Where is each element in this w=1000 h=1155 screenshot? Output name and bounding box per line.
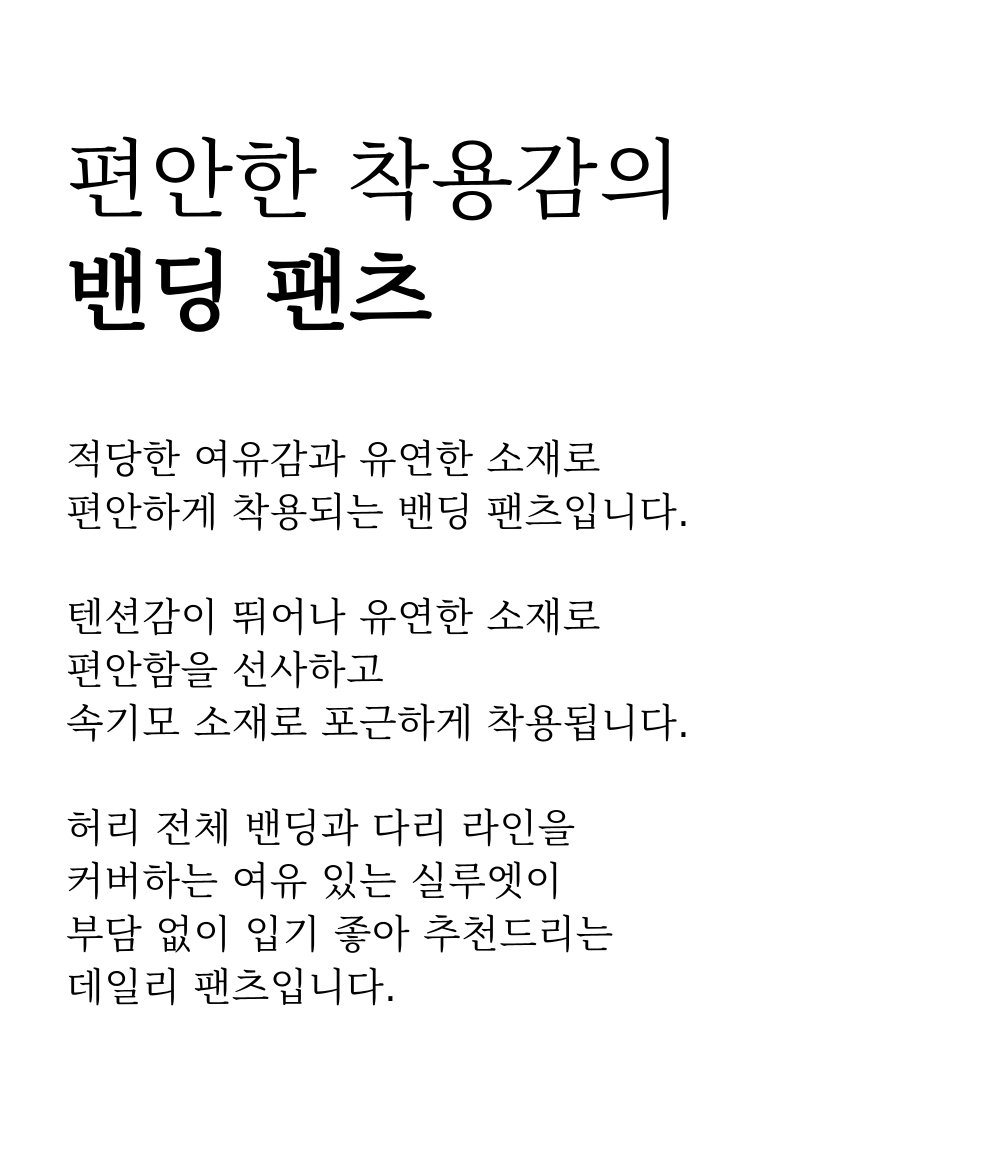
- paragraph-1-line-1: 적당한 여유감과 유연한 소재로: [66, 438, 601, 483]
- paragraph-1-line-2: 편안하게 착용되는 밴딩 팬츠입니다.: [66, 491, 691, 536]
- headline-line-2: 밴딩 팬츠: [66, 242, 434, 343]
- paragraph-3-line-2: 커버하는 여유 있는 실루엣이: [66, 860, 563, 905]
- description-paragraph-2: [66, 592, 940, 751]
- paragraph-3-line-3: 부담 없이 입기 좋아 추천드리는: [66, 913, 614, 958]
- paragraph-3-line-4: 데일리 팬츠입니다.: [66, 966, 398, 1011]
- paragraph-2-line-3: 속기모 소재로 포근하게 착용됩니다.: [66, 702, 691, 747]
- paragraph-3-line-1: 허리 전체 밴딩과 다리 라인을: [66, 807, 576, 852]
- description-paragraph-1: [66, 434, 940, 540]
- product-description-text: [66, 434, 940, 1015]
- paragraph-2-line-2: 편안함을 선사하고: [66, 649, 385, 694]
- product-headline: [66, 125, 940, 349]
- description-paragraph-3: [66, 803, 940, 1015]
- headline-line-1: 편안한 착용감의: [66, 131, 683, 231]
- paragraph-2-line-1: 텐션감이 뛰어나 유연한 소재로: [66, 596, 601, 641]
